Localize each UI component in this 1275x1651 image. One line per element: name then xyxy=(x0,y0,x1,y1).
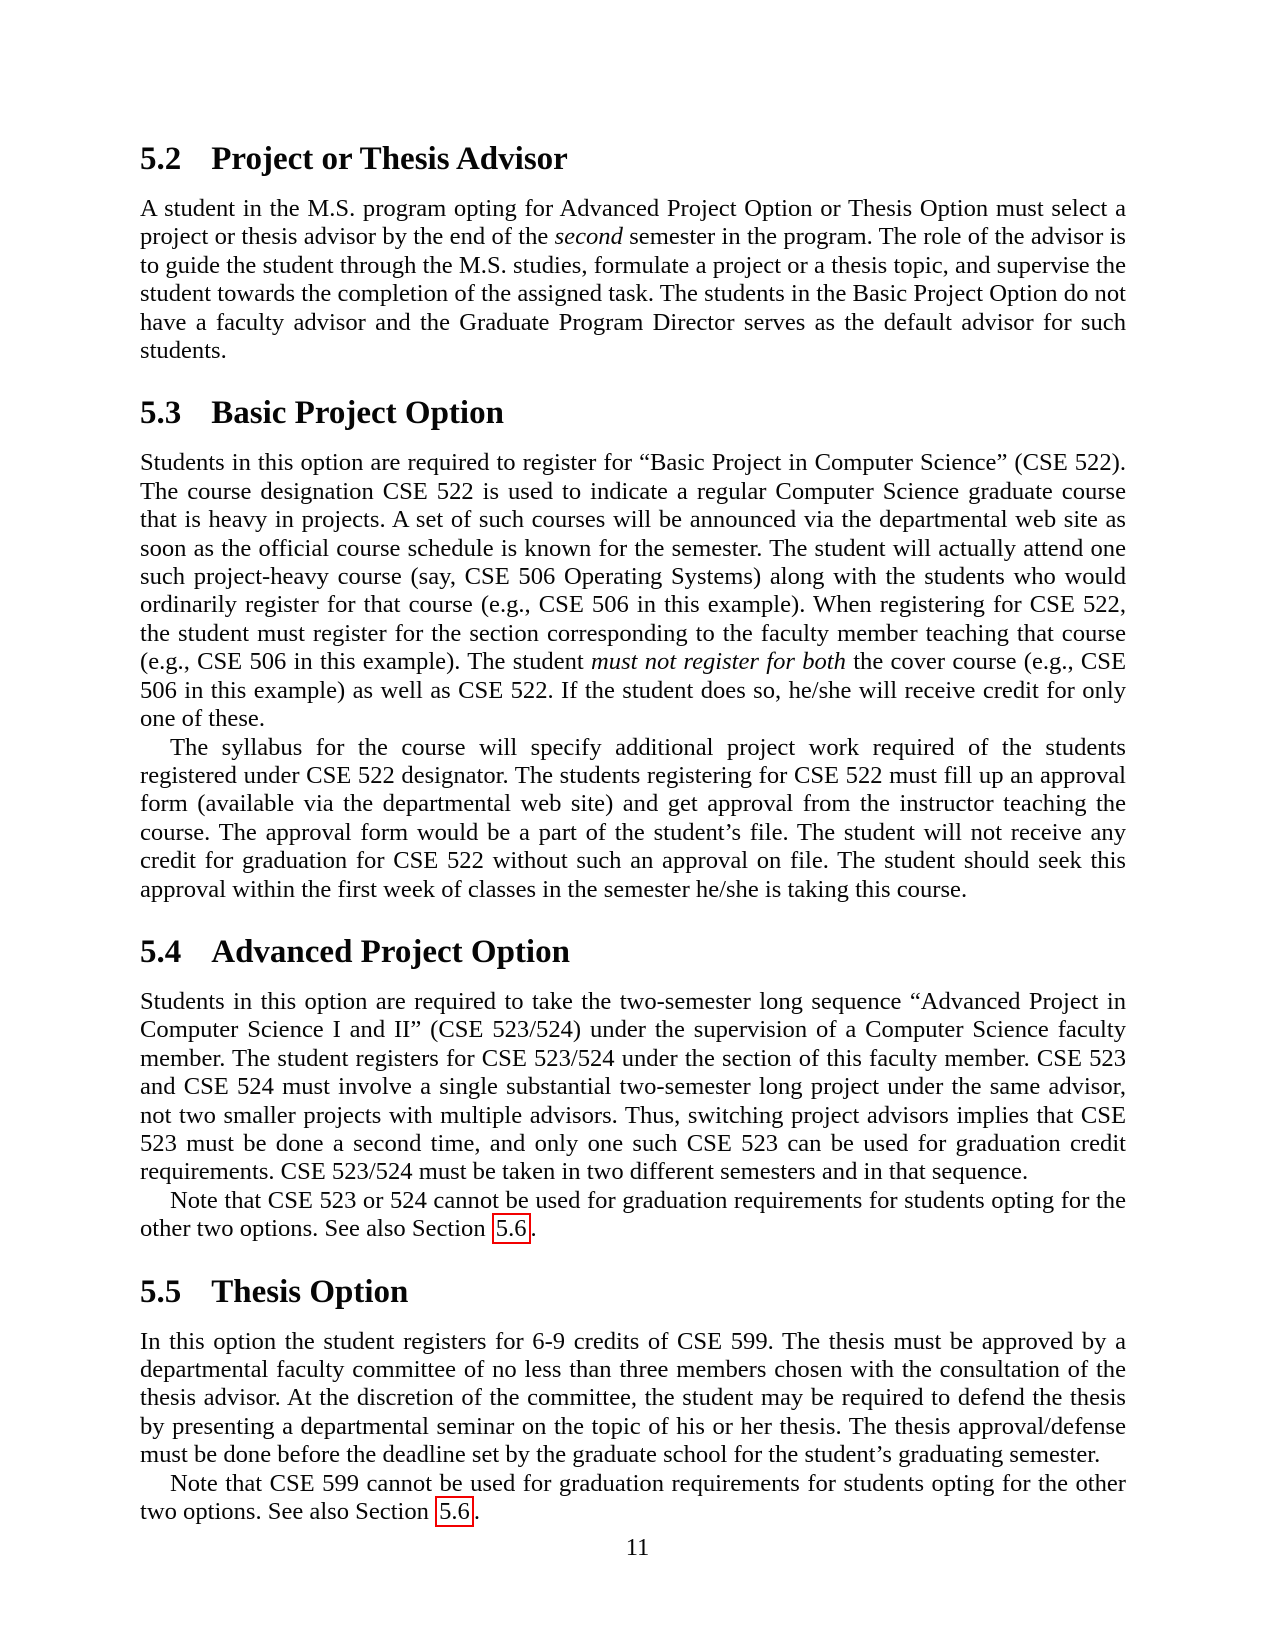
text-run: . xyxy=(530,1215,537,1243)
section-ref-link[interactable]: 5.6 xyxy=(435,1496,474,1527)
paragraph xyxy=(140,1470,1126,1527)
text-run: A student in the M.S. program opting for Advanced Project Option or Thesis Option must select a project or thesis advisor by the end of the xyxy=(140,195,1126,251)
section-number: 5.4 xyxy=(140,933,182,970)
page-number: 11 xyxy=(625,1534,650,1561)
section-title: Advanced Project Option xyxy=(211,933,570,970)
paragraph xyxy=(140,734,1126,904)
section-heading xyxy=(140,1275,1126,1310)
paragraph xyxy=(140,1328,1126,1470)
section-title: Project or Thesis Advisor xyxy=(211,141,568,177)
paragraph xyxy=(140,988,1126,1187)
section-number: 5.5 xyxy=(140,1273,182,1310)
section-number: 5.3 xyxy=(140,395,182,432)
section-basic-project-option xyxy=(140,396,1126,904)
paragraph xyxy=(140,449,1126,733)
section-ref-link[interactable]: 5.6 xyxy=(492,1213,531,1244)
italic-text-run: second xyxy=(554,223,623,251)
paragraph xyxy=(140,1187,1126,1244)
page-footer xyxy=(0,1534,1275,1562)
section-number: 5.2 xyxy=(140,141,182,177)
text-run: Students in this option are required to take the two-semester long sequence “Advanced Project in Computer Science I and II” (CSE 523/524) under the supervision of a Computer Science faculty member. The student registers for CSE 523/524 under the section of this faculty member. CSE 523 and CSE 524 must involve a single substantial two-semester long project under the same advisor, not two smaller projects with multiple advisors. Thus, switching project advisors implies that CSE 523 must be done a second time, and only one such CSE 523 can be used for graduation credit requirements. CSE 523/524 must be taken in two different semesters and in that sequence. xyxy=(140,987,1126,1186)
text-run: the cover course (e.g., CSE 506 in this example) as well as CSE 522. If the student does so, he/she will receive credit for only one of these. xyxy=(140,648,1126,733)
section-thesis-option xyxy=(140,1275,1126,1527)
text-run: Students in this option are required to register for “Basic Project in Computer Science” (CSE 522). The course designation CSE 522 is used to indicate a regular Computer Science graduate course that is heavy in projects. A set of such courses will be announced via the departmental web site as soon as the official course schedule is known for the semester. The student will actually attend one such project-heavy course (say, CSE 506 Operating Systems) along with the students who would ordinarily register for that course (e.g., CSE 506 in this example). When registering for CSE 522, the student must register for the section corresponding to the faculty member teaching that course (e.g., CSE 506 in this example). The student xyxy=(140,449,1126,676)
paragraph xyxy=(140,195,1126,365)
text-run: Note that CSE 599 cannot be used for graduation requirements for students opting for the other two options. See also Section xyxy=(140,1469,1126,1526)
section-title: Thesis Option xyxy=(211,1273,409,1310)
section-title: Basic Project Option xyxy=(211,395,504,432)
section-heading xyxy=(140,396,1126,431)
document-page xyxy=(140,0,1126,1526)
section-advanced-project-option xyxy=(140,935,1126,1244)
text-run: Note that CSE 523 or 524 cannot be used for graduation requirements for students opting for the other two options. See also Section xyxy=(140,1186,1126,1243)
text-run: . xyxy=(473,1498,481,1526)
text-run: In this option the student registers for 6-9 credits of CSE 599. The thesis must be approved by a departmental faculty committee of no less than three members chosen with the consultation of the thesis advisor. At the discretion of the committee, the student may be required to defend the thesis by presenting a departmental seminar on the topic of his or her thesis. The thesis approval/defense must be done before the deadline set by the graduate school for the student’s graduating semester. xyxy=(140,1327,1126,1469)
text-run: The syllabus for the course will specify additional project work required of the students registered under CSE 522 designator. The students registering for CSE 522 must fill up an approval form (available via the departmental web site) and get approval from the instructor teaching the course. The approval form would be a part of the student’s file. The student will not receive any credit for graduation for CSE 522 without such an approval on file. The student should seek this approval within the first week of classes in the semester he/she is taking this course. xyxy=(140,733,1126,903)
section-heading xyxy=(140,142,1126,177)
italic-text-run: must not register for both xyxy=(591,648,846,676)
section-heading xyxy=(140,935,1126,970)
section-project-or-thesis-advisor xyxy=(140,142,1126,365)
text-run: semester in the program. The role of the advisor is to guide the student through the M.S. studies, formulate a project or a thesis topic, and supervise the student towards the completion of the assigned task. The students in the Basic Project Option do not have a faculty advisor and the Graduate Program Director serves as the default advisor for such students. xyxy=(140,223,1126,365)
